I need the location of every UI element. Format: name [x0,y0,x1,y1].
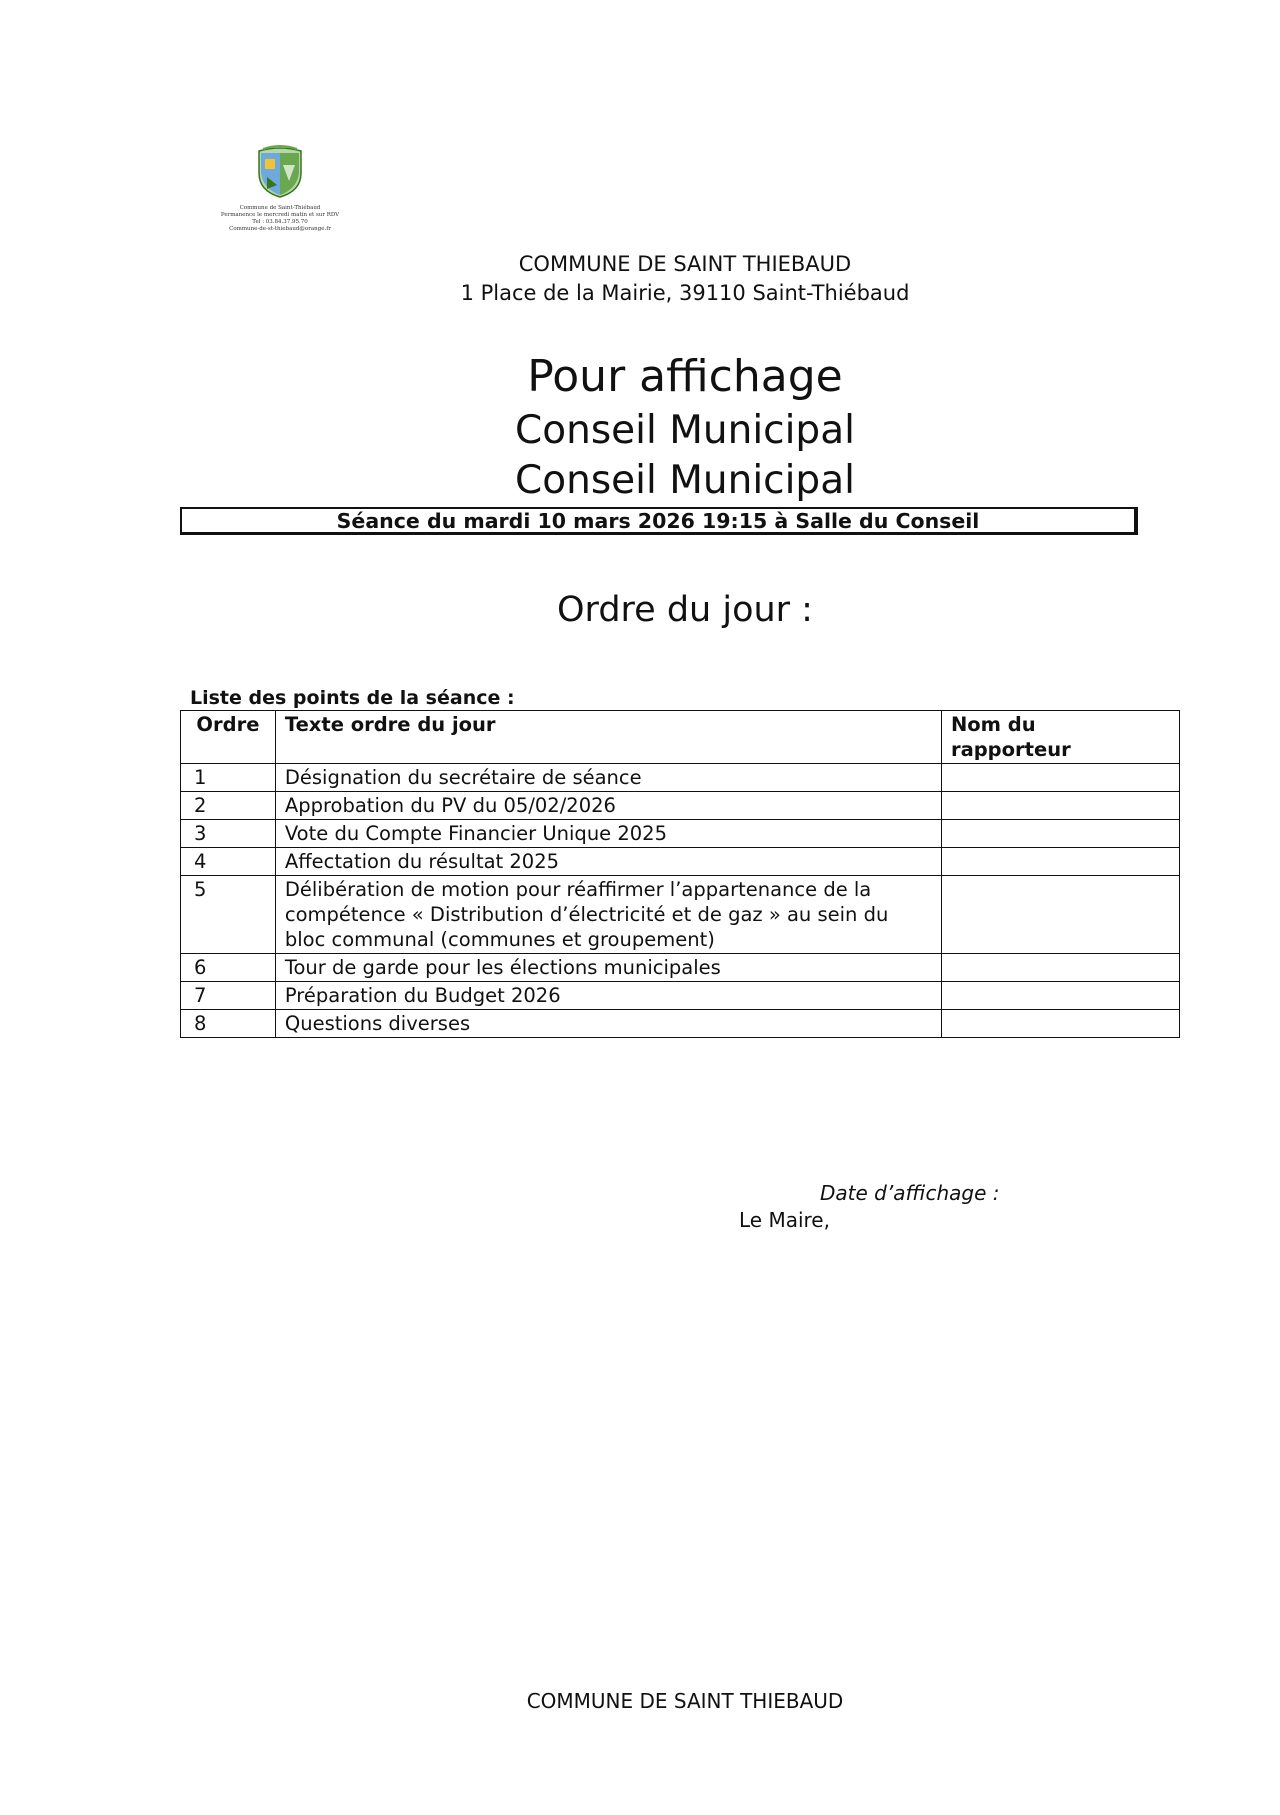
row-rapporteur [941,982,1179,1010]
row-number: 7 [181,982,276,1010]
row-number: 6 [181,954,276,982]
col-header-ordre: Ordre [181,711,276,764]
row-rapporteur [941,876,1179,954]
row-rapporteur [941,1010,1179,1038]
table-row [181,764,1180,792]
mayor-signature-label: Le Maire, [739,1208,830,1232]
row-number: 1 [181,764,276,792]
agenda-list-caption: Liste des points de la séance : [190,687,515,709]
col-header-rapporteur-line1: Nom du [950,713,1036,736]
logo-line: Commune-de-st-thiebaud@orange.fr [229,226,331,232]
logo-line: Permanence le mercredi matin et sur RDV [220,212,340,218]
row-text: Vote du Compte Financier Unique 2025 [275,820,941,848]
council-title: Conseil Municipal [515,408,855,453]
row-number: 2 [181,792,276,820]
row-text: Délibération de motion pour réaffirmer l’appartenance de la compétence « Distribution d’électricité et de gaz » au sein du bloc communal (communes et groupement) [275,876,941,954]
col-header-texte: Texte ordre du jour [275,711,941,764]
row-text: Questions diverses [275,1010,941,1038]
table-row [181,820,1180,848]
row-rapporteur [941,820,1179,848]
page-title: Pour affichage [527,351,843,402]
row-text: Approbation du PV du 05/02/2026 [275,792,941,820]
agenda-table [180,710,1180,1038]
table-header-row [181,711,1180,764]
row-number: 8 [181,1010,276,1038]
row-rapporteur [941,848,1179,876]
commune-name: COMMUNE DE SAINT THIEBAUD [518,252,852,276]
row-number: 4 [181,848,276,876]
row-rapporteur [941,954,1179,982]
logo-line: Commune de Saint-Thiébaud [239,205,321,211]
row-text: Désignation du secrétaire de séance [275,764,941,792]
agenda-heading: Ordre du jour : [557,590,813,630]
row-text: Affectation du résultat 2025 [275,848,941,876]
row-rapporteur [941,764,1179,792]
posting-date-label: Date d’affichage : [820,1181,1000,1205]
seance-banner: Séance du mardi 10 mars 2026 19:15 à Salle du Conseil [180,507,1138,535]
row-text: Tour de garde pour les élections municipales [275,954,941,982]
row-number: 5 [181,876,276,954]
table-row [181,792,1180,820]
table-row [181,954,1180,982]
table-row [181,876,1180,954]
footer-commune-name: COMMUNE DE SAINT THIEBAUD [526,1689,844,1713]
commune-logo [200,145,360,233]
commune-address: 1 Place de la Mairie, 39110 Saint-Thiébaud [460,281,910,305]
row-text: Préparation du Budget 2026 [275,982,941,1010]
table-row [181,848,1180,876]
coat-of-arms-icon [255,145,305,199]
row-number: 3 [181,820,276,848]
council-title-repeat: Conseil Municipal [515,458,855,503]
col-header-rapporteur [941,711,1179,764]
col-header-rapporteur-line2: rapporteur [950,738,1071,761]
table-row [181,1010,1180,1038]
row-rapporteur [941,792,1179,820]
logo-caption [200,205,360,233]
logo-line: Tel : 03.84.37.95.70 [252,219,308,225]
table-row [181,982,1180,1010]
